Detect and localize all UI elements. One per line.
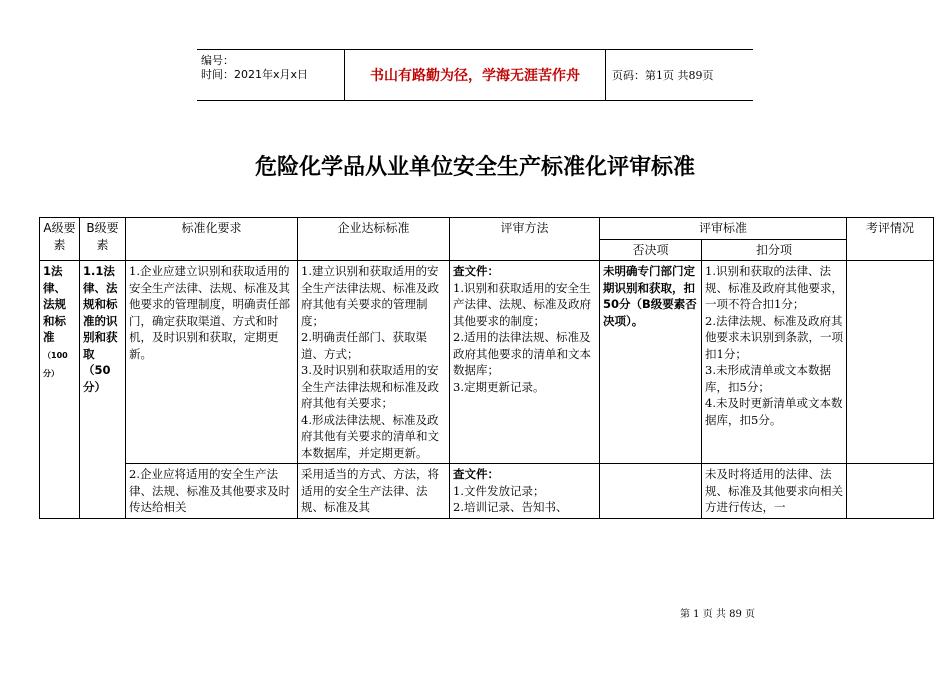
deduct-cell: [702, 261, 847, 464]
header-deduct: 扣分项: [702, 239, 847, 261]
deduct-item: 3.未形成清单或文本数据库，扣5分；: [705, 363, 831, 394]
table-row: [40, 464, 934, 519]
header-requirement: 标准化要求: [126, 218, 298, 261]
header-result: 考评情况: [847, 218, 934, 261]
standard-cell: [298, 261, 450, 464]
standard-item: 1.建立识别和获取适用的安全生产法律法规、标准及政府其他有关要求的管理制度；: [301, 264, 439, 328]
header-standard: 企业达标标准: [298, 218, 450, 261]
header-page-code: 页码：第1页 共89页: [612, 69, 714, 82]
table-row: [40, 261, 934, 464]
method-cell: [450, 261, 600, 464]
header-criteria: 评审标准: [600, 218, 847, 240]
standard-item: 3.及时识别和获取适用的安全生产法律法规和标准及政府其他有关要求；: [301, 363, 439, 410]
method-heading: 查文件：: [453, 467, 499, 481]
b-element-score: （50分）: [83, 363, 111, 394]
veto-cell: 未明确专门部门定期识别和获取，扣50分（B级要素否决项）。: [600, 261, 702, 464]
b-element-name: 1.1法律、法规和标准的识别和获取: [83, 264, 118, 361]
document-title: 危险化学品从业单位安全生产标准化评审标准: [254, 155, 695, 180]
method-heading: 查文件：: [453, 264, 499, 278]
method-item: 1.识别和获取适用的安全生产法律、法规、标准及政府其他要求的制度；: [453, 280, 591, 328]
deduct-item: 1.识别和获取的法律、法规、标准及政府其他要求，一项不符合扣1分；: [705, 264, 843, 311]
method-item: 2.培训记录、告知书、: [453, 500, 568, 514]
standard-item: 4.形成法律法规、标准及政府其他有关要求的清单和文本数据库，并定期更新。: [301, 412, 439, 460]
requirement-cell: 1.企业应建立识别和获取适用的安全生产法律、法规、标准及其他要求的管理制度，明确责任部门，确定获取渠道、方式和时机，及时识别和获取，定期更新。: [126, 261, 298, 464]
a-element-score: （100分）: [43, 350, 68, 378]
deduct-item: 4.未及时更新清单或文本数据库，扣5分。: [705, 396, 843, 427]
page-bottom-mask: [0, 563, 950, 683]
deduct-cell: 未及时将适用的法律、法规、标准及其他要求向相关方进行传达，一: [702, 464, 847, 519]
header-b-element: B级要素: [80, 218, 126, 261]
standard-cell: 采用适当的方式、方法，将适用的安全生产法律、法规、标准及其: [298, 464, 450, 519]
document-header: [197, 49, 753, 101]
page-footer: 第 1 页 共 89 页: [680, 609, 755, 620]
standard-item: 2.明确责任部门、获取渠道、方式；: [301, 330, 427, 361]
criteria-table: [39, 217, 934, 519]
veto-cell: [600, 464, 702, 519]
method-cell: [450, 464, 600, 519]
header-method: 评审方法: [450, 218, 600, 261]
deduct-item: 2.法律法规、标准及政府其他要求未识别到条款，一项扣1分；: [705, 313, 843, 361]
header-a-element: A级要素: [40, 218, 80, 261]
method-item: 3.定期更新记录。: [453, 379, 545, 394]
header-meta: [197, 50, 345, 100]
a-element-cell: [40, 261, 80, 519]
result-cell: [847, 464, 934, 519]
number-label: 编号：: [201, 54, 234, 67]
b-element-cell: [80, 261, 126, 519]
requirement-cell: 2.企业应将适用的安全生产法律、法规、标准及其他要求及时传达给相关: [126, 464, 298, 519]
header-veto: 否决项: [600, 239, 702, 261]
method-item: 1.文件发放记录；: [453, 483, 545, 498]
method-item: 2.适用的法律法规、标准及政府其他要求的清单和文本数据库；: [453, 330, 591, 377]
result-cell: [847, 261, 934, 464]
header-motto: 书山有路勤为径，学海无涯苦作舟: [345, 50, 606, 100]
date-label: 时间：2021年x月x日: [201, 68, 309, 81]
a-element-name: 1法律、法规和标准: [43, 264, 66, 344]
